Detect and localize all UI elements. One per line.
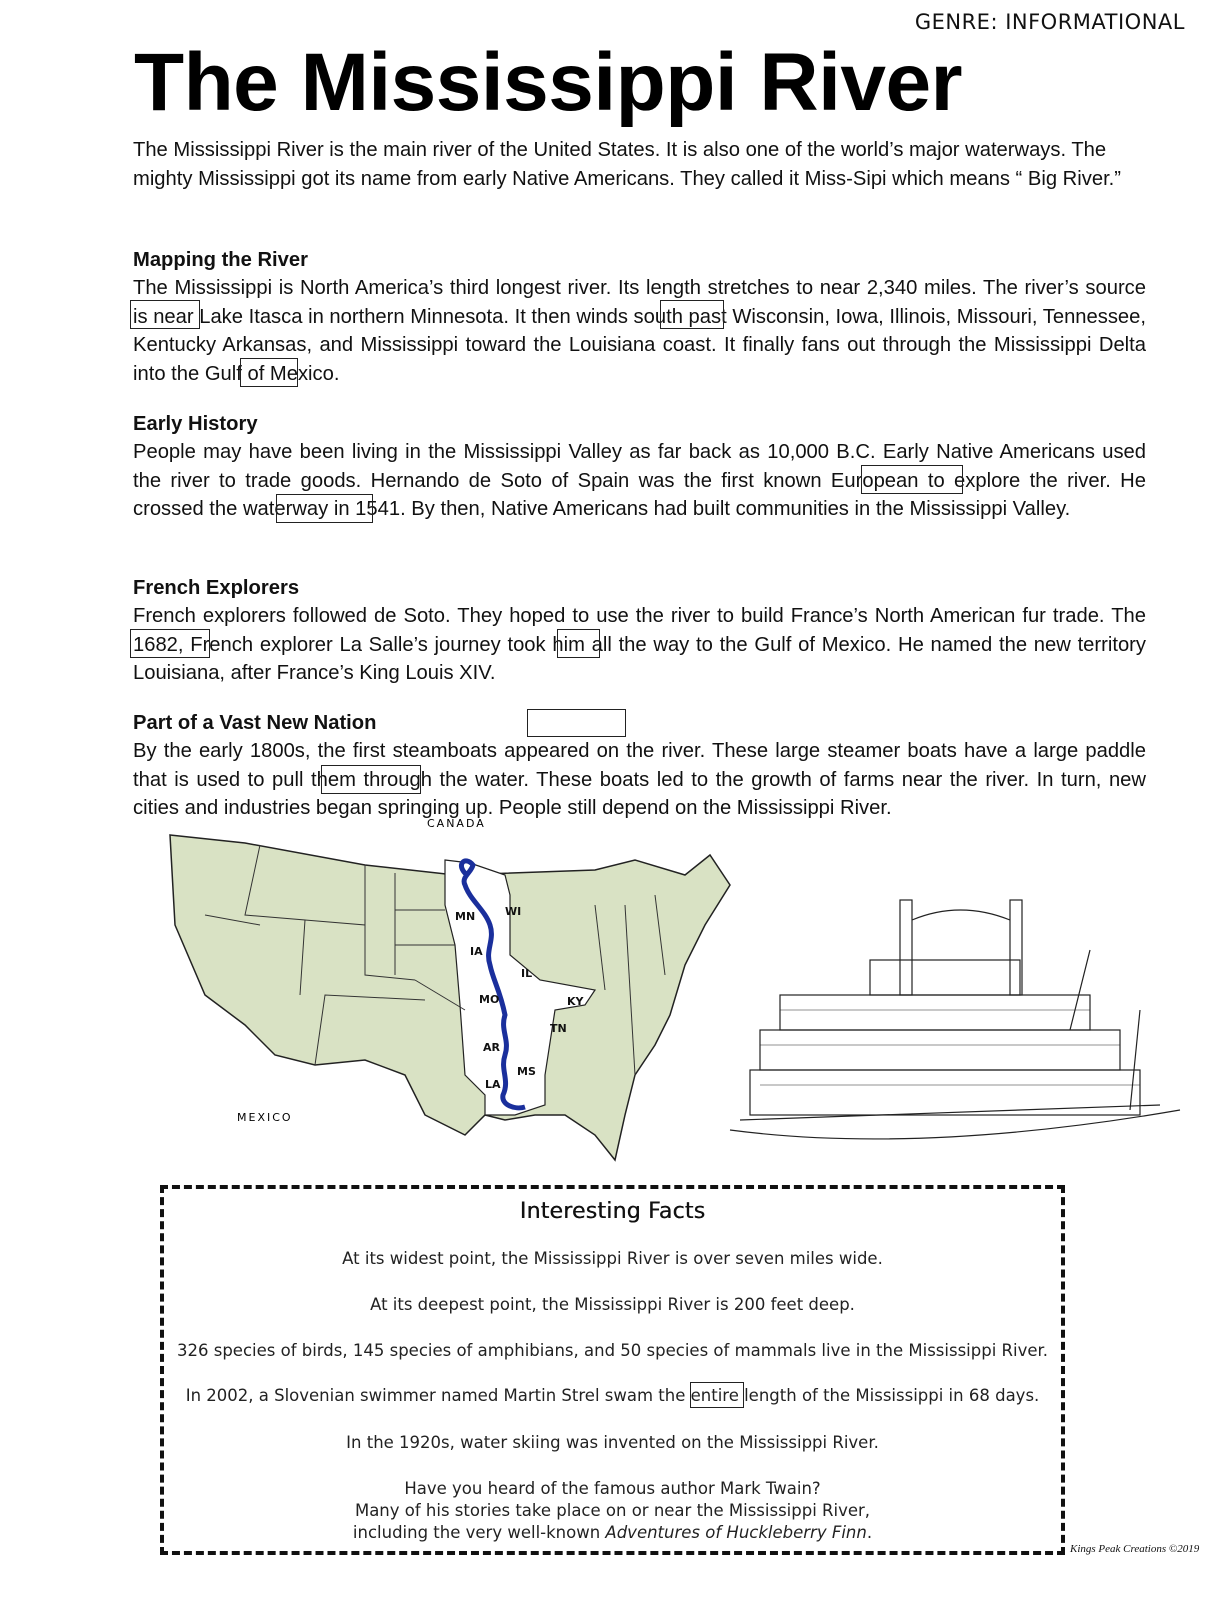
state-label-mn: MN	[455, 910, 476, 923]
highlight-box	[527, 709, 626, 737]
highlight-box	[130, 629, 210, 658]
copyright-credit: Kings Peak Creations ©2019	[1070, 1543, 1200, 1555]
fact-item: In the 1920s, water skiing was invented on the Mississippi River.	[346, 1433, 879, 1452]
interesting-facts-box	[160, 1185, 1065, 1555]
canada-label: CANADA	[427, 817, 486, 830]
section-heading: Early History	[133, 413, 258, 435]
highlight-box	[276, 494, 373, 523]
state-label-ky: KY	[567, 995, 584, 1008]
highlight-box	[130, 300, 200, 329]
genre-label: GENRE: INFORMATIONAL	[914, 10, 1185, 34]
twain-text: including the very well-known	[352, 1523, 606, 1542]
book-title: Adventures of Huckleberry Finn	[605, 1523, 867, 1542]
section-french-explorers	[133, 574, 1146, 688]
state-label-ar: AR	[483, 1041, 500, 1054]
twain-line-3	[164, 1523, 1061, 1542]
intro-paragraph: The Mississippi River is the main river of the United States. It is also one of the world’s major waterways. The mighty Mississippi got its name from early Native Americans. They called it Miss-Sipi which means “ Big River.”	[133, 139, 1122, 190]
section-heading: Mapping the River	[133, 249, 308, 271]
section-body: The Mississippi is North America’s third longest river. Its length stretches to near 2,340 miles. The river’s source is near Lake Itasca in northern Minnesota. It then winds south past Wisconsin, Iowa, Illinois, Missouri, Tennessee, Kentucky Arkansas, and Mississippi toward the Louisiana coast. It finally fans out through the Mississippi Delta into the Gulf of Mexico.	[133, 277, 1146, 385]
highlight-box	[660, 300, 724, 329]
fact-item: In 2002, a Slovenian swimmer named Martin Strel swam the entire length of the Mississippi in 68 days.	[185, 1386, 1040, 1405]
fact-item: At its deepest point, the Mississippi River is 200 feet deep.	[370, 1295, 855, 1314]
fact-item: 326 species of birds, 145 species of amphibians, and 50 species of mammals live in the Mississippi River.	[176, 1341, 1049, 1360]
state-label-wi: WI	[505, 905, 522, 918]
state-label-ia: IA	[470, 945, 483, 958]
facts-title: Interesting Facts	[519, 1199, 706, 1224]
mexico-label: MEXICO	[237, 1111, 293, 1124]
twain-period: .	[866, 1523, 873, 1542]
steamboat-illustration	[720, 880, 1190, 1160]
highlight-box	[861, 465, 963, 494]
section-body: French explorers followed de Soto. They hoped to use the river to build France’s North American fur trade. The 1682, French explorer La Salle’s journey took him all the way to the Gulf of Mexico. He named the new territory Louisiana, after France’s King Louis XIV.	[133, 605, 1146, 685]
page-title: The Mississippi River	[134, 37, 962, 128]
us-map	[165, 815, 735, 1175]
section-heading: French Explorers	[133, 577, 300, 599]
section-new-nation	[133, 709, 1146, 823]
highlight-box	[240, 358, 298, 387]
highlight-box	[557, 629, 600, 658]
state-label-ms: MS	[517, 1065, 536, 1078]
twain-line-2: Many of his stories take place on or near the Mississippi River,	[354, 1501, 871, 1520]
fact-item: At its widest point, the Mississippi River is over seven miles wide.	[342, 1249, 883, 1268]
section-heading: Part of a Vast New Nation	[133, 712, 377, 734]
state-label-tn: TN	[550, 1022, 567, 1035]
highlight-box	[321, 765, 421, 794]
state-label-la: LA	[485, 1078, 501, 1091]
intro-section	[133, 136, 1146, 193]
state-label-mo: MO	[479, 993, 500, 1006]
section-body: People may have been living in the Mississippi Valley as far back as 10,000 B.C. Early Native Americans used the river to trade goods. Hernando de Soto of Spain was the first known European to explore the river. He crossed the waterway in 1541. By then, Native Americans had built communities in the Mississippi Valley.	[133, 441, 1146, 521]
twain-line-1: Have you heard of the famous author Mark Twain?	[404, 1479, 821, 1498]
section-body: By the early 1800s, the first steamboats appeared on the river. These large steamer boats have a large paddle that is used to pull them through the water. These boats led to the growth of farms near the river. In turn, new cities and industries began springing up. People still depend on the Mississippi River.	[133, 740, 1146, 820]
state-label-il: IL	[521, 967, 533, 980]
